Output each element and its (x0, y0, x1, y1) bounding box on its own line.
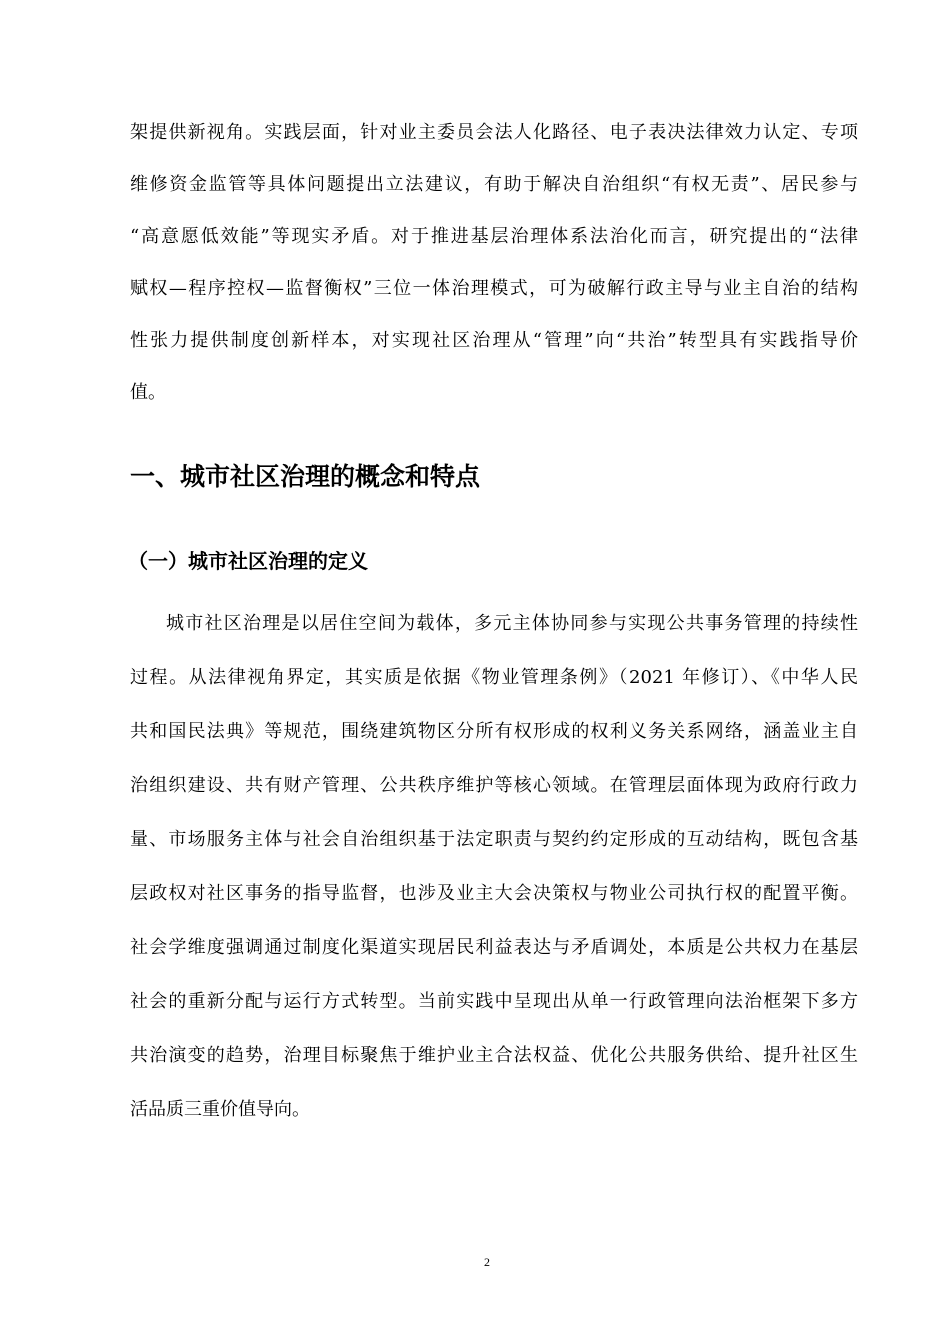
paragraph-line: 治组织建设、共有财产管理、公共秩序维护等核心领域。在管理层面体现为政府行政力 (130, 775, 858, 796)
intro-paragraph (130, 124, 858, 436)
subsection-heading: （一）城市社区治理的定义 (128, 549, 368, 573)
paragraph-line: “高意愿低效能”等现实矛盾。对于推进基层治理体系法治化而言，研究提出的“法律 (130, 226, 858, 247)
paragraph-line: 赋权—程序控权—监督衡权”三位一体治理模式，可为破解行政主导与业主自治的结构 (130, 278, 858, 299)
paragraph-line: 架提供新视角。实践层面，针对业主委员会法人化路径、电子表决法律效力认定、专项 (130, 122, 858, 143)
paragraph-line: 共治演变的趋势，治理目标聚焦于维护业主合法权益、优化公共服务供给、提升社区生 (130, 1045, 858, 1066)
paragraph-line: 过程。从法律视角界定，其实质是依据《物业管理条例》（2021 年修订）、《中华人民 (130, 667, 858, 688)
paragraph-line: 值。 (130, 382, 166, 403)
paragraph-line: 量、市场服务主体与社会自治组织基于法定职责与契约约定形成的互动结构，既包含基 (130, 829, 858, 850)
paragraph-line: 社会学维度强调通过制度化渠道实现居民利益表达与矛盾调处，本质是公共权力在基层 (130, 937, 858, 958)
paragraph-line: 城市社区治理是以居住空间为载体，多元主体协同参与实现公共事务管理的持续性 (166, 613, 858, 634)
paragraph-line: 共和国民法典》等规范，围绕建筑物区分所有权形成的权利义务关系网络，涵盖业主自 (130, 721, 858, 742)
definition-paragraph (130, 615, 858, 1155)
paragraph-line: 社会的重新分配与运行方式转型。当前实践中呈现出从单一行政管理向法治框架下多方 (130, 991, 858, 1012)
paragraph-line: 性张力提供制度创新样本，对实现社区治理从“管理”向“共治”转型具有实践指导价 (130, 330, 858, 351)
paragraph-line: 维修资金监管等具体问题提出立法建议，有助于解决自治组织“有权无责”、居民参与 (130, 174, 858, 195)
paragraph-line: 活品质三重价值导向。 (130, 1099, 310, 1120)
paragraph-line: 层政权对社区事务的指导监督，也涉及业主大会决策权与物业公司执行权的配置平衡。 (130, 883, 858, 904)
page-number: 2 (484, 1255, 490, 1269)
section-heading: 一、城市社区治理的概念和特点 (130, 462, 481, 491)
